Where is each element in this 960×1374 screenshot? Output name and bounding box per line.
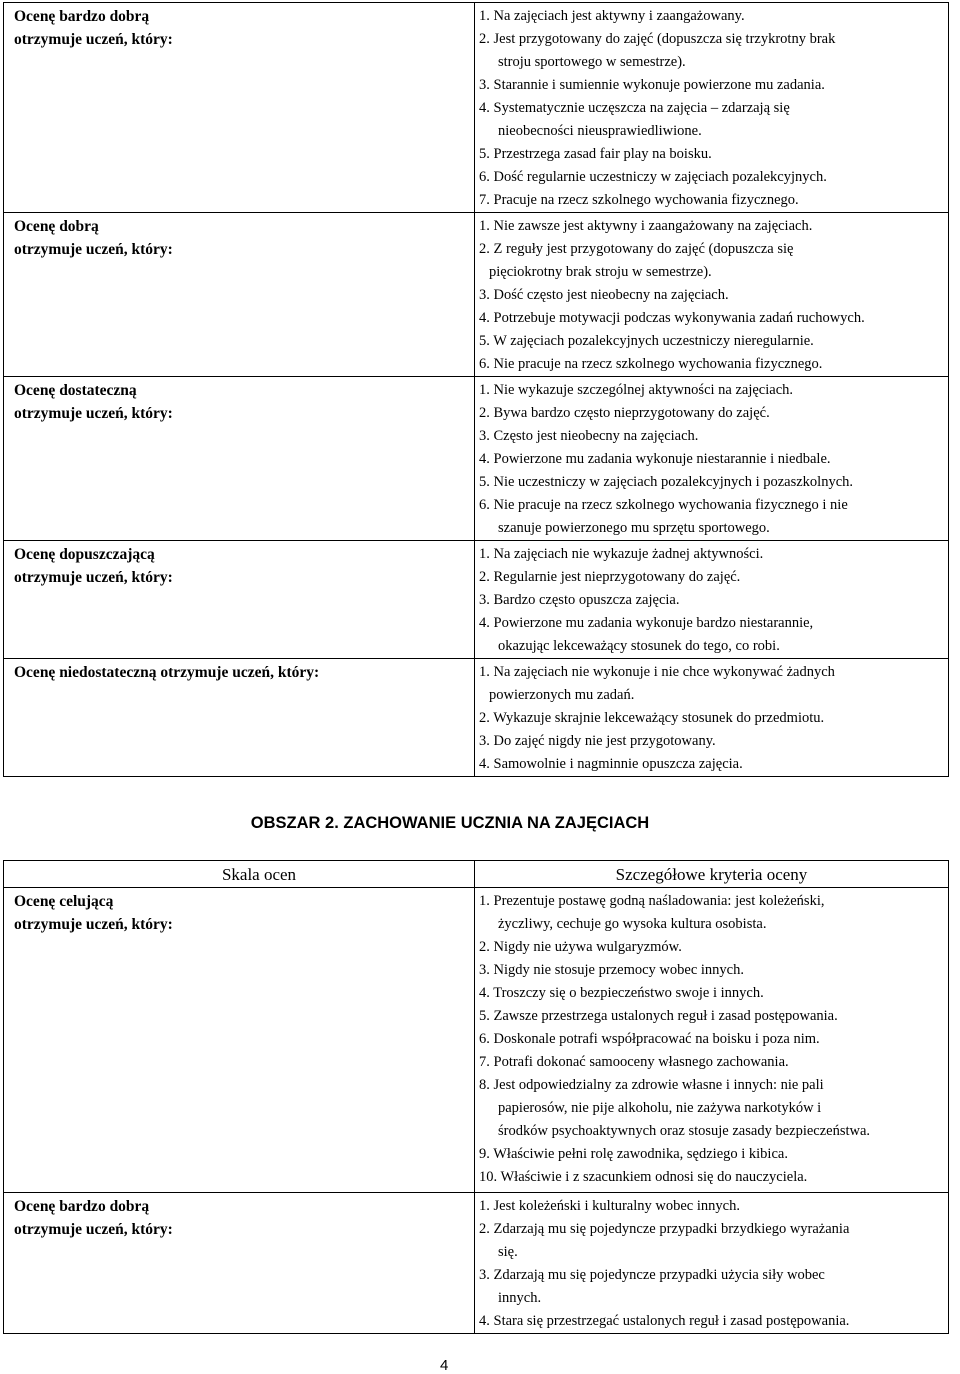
criteria-text: 2. Jest przygotowany do zajęć (dopuszcza się trzykrotny brak	[479, 31, 836, 47]
criteria-list	[475, 1193, 948, 1333]
grade-row-celujaca	[4, 888, 949, 1193]
criteria-item	[479, 1074, 944, 1143]
criteria-item	[479, 307, 944, 330]
criteria-text: 3. Starannie i sumiennie wykonuje powierzone mu zadania.	[479, 77, 825, 93]
criteria-item	[479, 143, 944, 166]
criteria-item	[479, 1051, 944, 1074]
grade-label-sub: otrzymuje uczeń, który:	[14, 1221, 173, 1238]
criteria-item	[479, 189, 944, 212]
criteria-text: 5. Zawsze przestrzega ustalonych reguł i zasad postępowania.	[479, 1008, 838, 1024]
criteria-item	[479, 379, 944, 402]
criteria-text: 3. Nigdy nie stosuje przemocy wobec innych.	[479, 962, 744, 978]
grade-label: Ocenę celującą	[14, 893, 114, 910]
criteria-item	[479, 612, 944, 658]
criteria-text: 6. Doskonale potrafi współpracować na boisku i poza nim.	[479, 1031, 820, 1047]
criteria-text: 2. Wykazuje skrajnie lekceważący stosunek do przedmiotu.	[479, 710, 825, 726]
criteria-item	[479, 730, 944, 753]
grade-label: Ocenę dopuszczającą	[14, 546, 155, 563]
criteria-text: 1. Prezentuje postawę godną naśladowania: jest koleżeński,	[479, 893, 825, 909]
criteria-text-cont: środków psychoaktywnych oraz stosuje zasady bezpieczeństwa.	[498, 1123, 871, 1139]
grade-row-bardzo-dobra-behaviour	[4, 1193, 949, 1334]
grade-label-sub: otrzymuje uczeń, który:	[14, 916, 173, 933]
criteria-text-cont: stroju sportowego w semestrze).	[498, 54, 686, 70]
header-cell	[4, 861, 475, 888]
criteria-text-cont: powierzonych mu zadań.	[489, 687, 635, 703]
grade-label: Ocenę niedostateczną otrzymuje uczeń, który:	[14, 664, 320, 681]
criteria-item	[479, 494, 944, 540]
criteria-text: 4. Stara się przestrzegać ustalonych reguł i zasad postępowania.	[479, 1313, 850, 1329]
criteria-item	[479, 28, 944, 74]
criteria-list	[475, 888, 948, 1189]
grade-row-bardzo-dobra	[4, 3, 949, 213]
criteria-item	[479, 284, 944, 307]
criteria-text-cont: okazując lekceważący stosunek do tego, co robi.	[498, 638, 780, 654]
criteria-item	[479, 402, 944, 425]
grade-label: Ocenę bardzo dobrą	[14, 1198, 150, 1215]
criteria-text: 4. Potrzebuje motywacji podczas wykonywania zadań ruchowych.	[479, 310, 865, 326]
criteria-text: 3. Bardzo często opuszcza zajęcia.	[479, 592, 680, 608]
grade-label-sub: otrzymuje uczeń, który:	[14, 405, 173, 422]
grade-label-sub: otrzymuje uczeń, który:	[14, 241, 173, 258]
grade-label-cell	[4, 3, 475, 213]
grade-row-dobra	[4, 213, 949, 377]
grade-label-sub: otrzymuje uczeń, który:	[14, 569, 173, 586]
criteria-item	[479, 471, 944, 494]
header-cell	[475, 861, 949, 888]
criteria-text: 6. Nie pracuje na rzecz szkolnego wychowania fizycznego.	[479, 356, 823, 372]
criteria-item	[479, 74, 944, 97]
grade-label-sub: otrzymuje uczeń, który:	[14, 31, 173, 48]
criteria-text: 2. Regularnie jest nieprzygotowany do zajęć.	[479, 569, 741, 585]
criteria-item	[479, 707, 944, 730]
criteria-item	[479, 936, 944, 959]
criteria-text: 9. Właściwie pełni rolę zawodnika, sędziego i kibica.	[479, 1146, 788, 1162]
criteria-text-cont: innych.	[498, 1290, 542, 1306]
grade-row-dopuszczajaca	[4, 541, 949, 659]
criteria-cell	[475, 1193, 949, 1334]
criteria-item	[479, 959, 944, 982]
criteria-text-cont: pięciokrotny brak stroju w semestrze).	[489, 264, 712, 280]
criteria-text: 1. Na zajęciach nie wykonuje i nie chce wykonywać żadnych	[479, 664, 835, 680]
criteria-text-cont: życzliwy, cechuje go wysoka kultura osobista.	[498, 916, 767, 932]
grade-label-cell	[4, 1193, 475, 1334]
criteria-item	[479, 982, 944, 1005]
criteria-cell	[475, 377, 949, 541]
criteria-text: 1. Na zajęciach jest aktywny i zaangażowany.	[479, 8, 745, 24]
grade-row-niedostateczna	[4, 659, 949, 777]
criteria-text: 4. Systematycznie uczęszcza na zajęcia – zdarzają się	[479, 100, 790, 116]
criteria-text: 1. Jest koleżeński i kulturalny wobec innych.	[479, 1198, 740, 1214]
criteria-text: 3. Zdarzają mu się pojedyncze przypadki użycia siły wobec	[479, 1267, 825, 1283]
criteria-text-cont: nieobecności nieusprawiedliwione.	[498, 123, 702, 139]
criteria-item	[479, 1143, 944, 1166]
criteria-text: 1. Nie wykazuje szczególnej aktywności na zajęciach.	[479, 382, 794, 398]
criteria-item	[479, 1195, 944, 1218]
criteria-list	[475, 377, 948, 540]
criteria-text: 4. Samowolnie i nagminnie opuszcza zajęcia.	[479, 756, 743, 772]
criteria-cell	[475, 659, 949, 777]
criteria-item	[479, 543, 944, 566]
criteria-text: 6. Dość regularnie uczestniczy w zajęciach pozalekcyjnych.	[479, 169, 827, 185]
criteria-cell	[475, 213, 949, 377]
criteria-item	[479, 215, 944, 238]
criteria-item	[479, 566, 944, 589]
grade-label-cell	[4, 541, 475, 659]
criteria-text: 6. Nie pracuje na rzecz szkolnego wychowania fizycznego i nie	[479, 497, 848, 513]
criteria-cell	[475, 888, 949, 1193]
criteria-text: 4. Powierzone mu zadania wykonuje bardzo niestarannie,	[479, 615, 814, 631]
criteria-text: 2. Nigdy nie używa wulgaryzmów.	[479, 939, 682, 955]
criteria-text: 5. Przestrzega zasad fair play na boisku.	[479, 146, 712, 162]
criteria-list	[475, 541, 948, 658]
criteria-item	[479, 330, 944, 353]
criteria-list	[475, 659, 948, 776]
table-header-row	[4, 861, 949, 888]
criteria-item	[479, 1264, 944, 1310]
criteria-item	[479, 97, 944, 143]
grade-label: Ocenę bardzo dobrą	[14, 8, 150, 25]
criteria-item	[479, 1310, 944, 1333]
criteria-text: 2. Zdarzają mu się pojedyncze przypadki brzydkiego wyrażania	[479, 1221, 850, 1237]
criteria-text: 5. Nie uczestniczy w zajęciach pozalekcyjnych i pozaszkolnych.	[479, 474, 854, 490]
criteria-item	[479, 353, 944, 376]
criteria-item	[479, 238, 944, 284]
criteria-item	[479, 448, 944, 471]
criteria-item	[479, 890, 944, 936]
criteria-cell	[475, 3, 949, 213]
grade-label-cell	[4, 377, 475, 541]
criteria-item	[479, 166, 944, 189]
criteria-item	[479, 425, 944, 448]
criteria-text: 3. Do zajęć nigdy nie jest przygotowany.	[479, 733, 716, 749]
grade-label: Ocenę dobrą	[14, 218, 99, 235]
criteria-text: 5. W zajęciach pozalekcyjnych uczestniczy nieregularnie.	[479, 333, 814, 349]
criteria-item	[479, 1005, 944, 1028]
criteria-item	[479, 1028, 944, 1051]
criteria-text: 4. Troszczy się o bezpieczeństwo swoje i innych.	[479, 985, 764, 1001]
grade-label-cell	[4, 888, 475, 1193]
criteria-text: 2. Bywa bardzo często nieprzygotowany do zajęć.	[479, 405, 770, 421]
criteria-text: 4. Powierzone mu zadania wykonuje niestarannie i niedbale.	[479, 451, 831, 467]
criteria-text: 8. Jest odpowiedzialny za zdrowie własne i innych: nie pali	[479, 1077, 824, 1093]
criteria-item	[479, 1166, 944, 1189]
criteria-text-cont: papierosów, nie pije alkoholu, nie zażywa narkotyków i	[498, 1100, 822, 1116]
criteria-text: 2. Z reguły jest przygotowany do zajęć (dopuszcza się	[479, 241, 794, 257]
column-header-criteria: Szczegółowe kryteria oceny	[615, 865, 808, 884]
criteria-list	[475, 3, 948, 212]
criteria-cell	[475, 541, 949, 659]
criteria-item	[479, 661, 944, 707]
grade-row-dostateczna	[4, 377, 949, 541]
criteria-list	[475, 213, 948, 376]
criteria-text-cont: się.	[498, 1244, 518, 1260]
grade-label-cell	[4, 659, 475, 777]
section-title: OBSZAR 2. ZACHOWANIE UCZNIA NA ZAJĘCIACH	[250, 814, 650, 832]
grading-table-area-1	[3, 2, 949, 777]
criteria-text: 3. Dość często jest nieobecny na zajęciach.	[479, 287, 729, 303]
criteria-text-cont: szanuje powierzonego mu sprzętu sportowego.	[498, 520, 770, 536]
criteria-text: 3. Często jest nieobecny na zajęciach.	[479, 428, 699, 444]
criteria-text: 7. Potrafi dokonać samooceny własnego zachowania.	[479, 1054, 789, 1070]
page-number: 4	[440, 1357, 449, 1374]
column-header-scale: Skala ocen	[221, 865, 297, 884]
grade-label: Ocenę dostateczną	[14, 382, 137, 399]
criteria-text: 10. Właściwie i z szacunkiem odnosi się do nauczyciela.	[479, 1169, 808, 1185]
grading-table-area-2	[3, 860, 949, 1334]
criteria-text: 7. Pracuje na rzecz szkolnego wychowania fizycznego.	[479, 192, 799, 208]
criteria-item	[479, 589, 944, 612]
criteria-text: 1. Nie zawsze jest aktywny i zaangażowany na zajęciach.	[479, 218, 813, 234]
criteria-item	[479, 5, 944, 28]
criteria-text: 1. Na zajęciach nie wykazuje żadnej aktywności.	[479, 546, 764, 562]
criteria-item	[479, 753, 944, 776]
criteria-item	[479, 1218, 944, 1264]
grade-label-cell	[4, 213, 475, 377]
